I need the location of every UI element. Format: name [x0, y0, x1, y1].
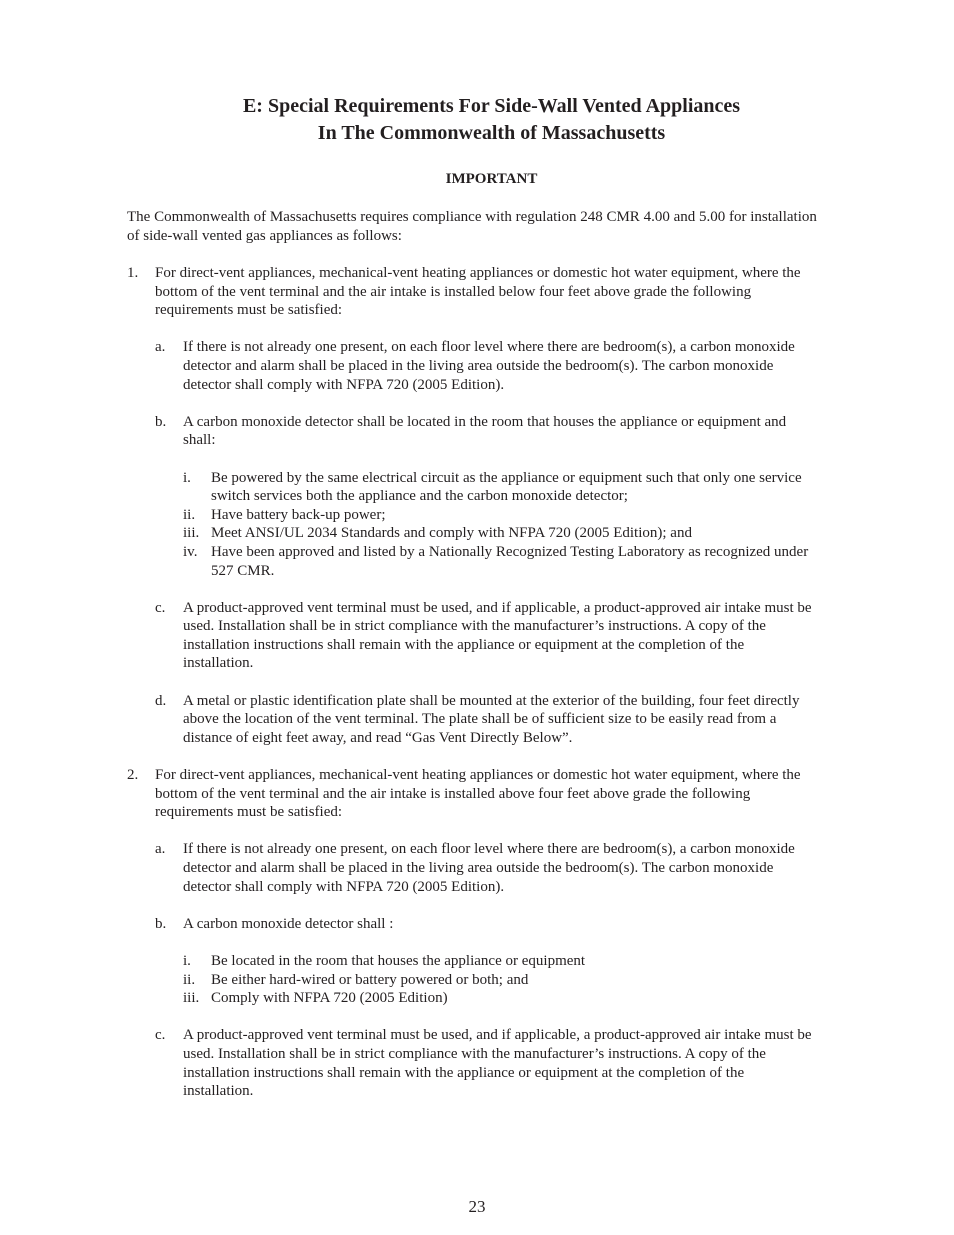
detail-item — [183, 506, 817, 525]
detail-list — [183, 952, 817, 1008]
requirement-item — [127, 264, 817, 747]
sub-requirement-item — [155, 692, 817, 748]
page-number: 23 — [468, 1197, 486, 1216]
detail-item — [183, 469, 817, 506]
sub-requirement-item — [155, 599, 817, 673]
list-item-text: Be powered by the same electrical circuit as the appliance or equipment such that only one service switch services both the appliance and the carbon monoxide detector; — [211, 469, 802, 505]
list-marker: ii. — [183, 971, 196, 988]
detail-item — [183, 952, 817, 971]
sub-requirement-row — [155, 840, 817, 896]
requirement-item — [127, 766, 817, 1101]
detail-item — [183, 971, 817, 990]
list-marker: ii. — [183, 506, 196, 523]
requirements-list — [127, 264, 817, 1101]
list-item-text: Be located in the room that houses the appliance or equipment — [211, 952, 586, 969]
important-heading: IMPORTANT — [445, 171, 538, 187]
list-marker: d. — [155, 692, 167, 709]
list-item-text: Meet ANSI/UL 2034 Standards and comply with NFPA 720 (2005 Edition); and — [211, 525, 692, 542]
sub-requirement-item — [155, 338, 817, 394]
detail-list — [183, 469, 817, 581]
detail-item — [183, 524, 817, 543]
list-item-text: Be either hard-wired or battery powered or both; and — [211, 971, 529, 988]
list-item-text: A metal or plastic identification plate shall be mounted at the exterior of the building, four feet directly above the location of the vent terminal. The plate shall be of sufficient size to be easily read from a distance of eight feet away, and read “Gas Vent Directly Below”. — [183, 692, 800, 746]
sub-requirement-list — [155, 338, 817, 747]
list-item-text: Comply with NFPA 720 (2005 Edition) — [211, 990, 448, 1007]
list-item-text: A product-approved vent terminal must be used, and if applicable, a product-approved air intake must be used. Installation shall be in strict compliance with the manufacturer’s instructions. A copy of the installation instructions shall remain with the appliance or equipment at the completion of the installation. — [183, 599, 812, 672]
list-item-text: If there is not already one present, on each floor level where there are bedroom(s), a carbon monoxide detector and alarm shall be placed in the living area outside the bedroom(s). The carbon monoxide detector shall comply with NFPA 720 (2005 Edition). — [183, 841, 795, 895]
list-marker: b. — [155, 915, 167, 932]
list-item-text: A product-approved vent terminal must be used, and if applicable, a product-approved air intake must be used. Installation shall be in strict compliance with the manufacturer’s instructions. A copy of the installation instructions shall remain with the appliance or equipment at the completion of the installation. — [183, 1027, 812, 1100]
list-item-text: If there is not already one present, on each floor level where there are bedroom(s), a carbon monoxide detector and alarm shall be placed in the living area outside the bedroom(s). The carbon monoxide detector shall comply with NFPA 720 (2005 Edition). — [183, 339, 795, 393]
sub-requirement-row — [155, 915, 817, 934]
sub-requirement-row — [155, 599, 817, 673]
sub-requirement-list — [155, 840, 817, 1100]
list-item-text: A carbon monoxide detector shall be located in the room that houses the appliance or equipment and shall: — [183, 413, 787, 449]
list-marker: a. — [155, 841, 166, 858]
sub-requirement-item — [155, 840, 817, 896]
page-title — [127, 93, 856, 147]
list-marker: 1. — [127, 265, 139, 281]
list-item-text: For direct-vent appliances, mechanical-vent heating appliances or domestic hot water equipment, where the bottom of the vent terminal and the air intake is installed above four feet above grade the following requirements must be satisfied: — [155, 767, 801, 821]
sub-requirement-row — [155, 692, 817, 748]
sub-requirement-row — [155, 338, 817, 394]
list-item-text: Have been approved and listed by a Nationally Recognized Testing Laboratory as recognized under 527 CMR. — [211, 543, 809, 579]
sub-requirement-row — [155, 413, 817, 450]
detail-item — [183, 989, 817, 1008]
list-marker: iii. — [183, 990, 200, 1007]
list-marker: iv. — [183, 543, 198, 560]
list-marker: a. — [155, 339, 166, 356]
detail-item — [183, 543, 817, 580]
list-marker: c. — [155, 1027, 166, 1044]
sub-requirement-item — [155, 915, 817, 1008]
list-item-text: For direct-vent appliances, mechanical-vent heating appliances or domestic hot water equipment, where the bottom of the vent terminal and the air intake is installed below four feet above grade the following requirements must be satisfied: — [155, 265, 801, 319]
sub-requirement-item — [155, 1026, 817, 1100]
requirement-row — [127, 264, 817, 320]
list-item-text: A carbon monoxide detector shall : — [183, 915, 394, 932]
requirement-row — [127, 766, 817, 822]
title-line-1: E: Special Requirements For Side-Wall Vented Appliances — [242, 95, 741, 117]
title-line-2: In The Commonwealth of Massachusetts — [317, 122, 666, 144]
intro-paragraph: The Commonwealth of Massachusetts requires compliance with regulation 248 CMR 4.00 and 5.00 for installation of side-wall vented gas appliances as follows: — [127, 209, 817, 244]
sub-requirement-row — [155, 1026, 817, 1100]
sub-requirement-item — [155, 413, 817, 580]
list-marker: i. — [183, 952, 191, 969]
list-marker: 2. — [127, 767, 139, 784]
list-marker: b. — [155, 413, 167, 430]
list-marker: iii. — [183, 525, 200, 542]
list-marker: i. — [183, 469, 191, 486]
list-item-text: Have battery back-up power; — [211, 506, 386, 523]
list-marker: c. — [155, 599, 166, 616]
